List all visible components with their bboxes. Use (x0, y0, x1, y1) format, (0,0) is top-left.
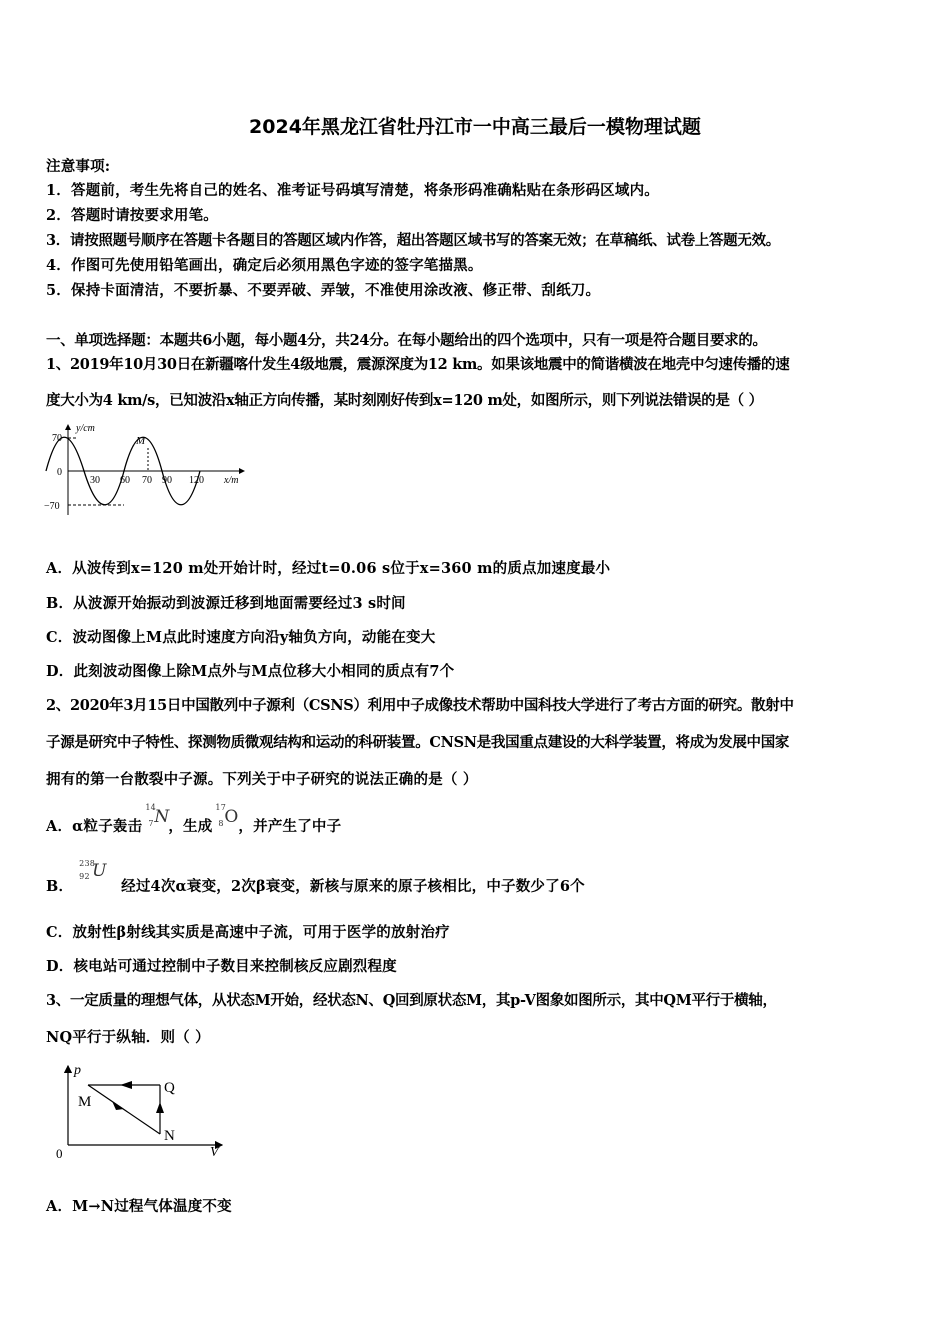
q1-option-b: B．从波源开始振动到波源迁移到地面需要经过3 s时间 (46, 595, 406, 612)
q2-option-a-prefix: A．α粒子轰击 (46, 818, 143, 835)
page-title: 2024年黑龙江省牡丹江市一中高三最后一模物理试题 (249, 116, 701, 138)
n-atomic: 7 (148, 819, 154, 828)
y-tick-neg70: −70 (44, 501, 60, 512)
nuclide-n (142, 803, 170, 831)
section-heading: 一、单项选择题：本题共6小题，每小题4分，共24分。在每小题给出的四个选项中，只有一项是符合题目要求的。 (46, 332, 767, 349)
q2-option-a-mid: ，生成 (168, 818, 213, 835)
u-mass: 238 (79, 859, 96, 868)
notice-item-1: 1．答题前，考生先将自己的姓名、准考证号码填写清楚，将条形码准确粘贴在条形码区域内。 (46, 182, 659, 199)
q3-pv-graph (50, 1060, 230, 1165)
n-symbol: N (154, 807, 170, 827)
state-m-label: M (78, 1094, 92, 1110)
y-label: y/cm (76, 423, 95, 434)
notice-item-2: 2．答题时请按要求用笔。 (46, 207, 218, 224)
x-tick-70: 70 (142, 475, 152, 486)
q1-stem-line2: 度大小为4 km/s，已知波沿x轴正方向传播，某时刻刚好传到x=120 m处，如图所示，则下列说法错误的是（ ） (46, 392, 763, 409)
q1-wave-graph (36, 420, 251, 520)
o-atomic: 8 (218, 819, 224, 828)
q2-stem-line3: 拥有的第一台散裂中子源。下列关于中子研究的说法正确的是（ ） (46, 771, 478, 788)
state-q-label: Q (164, 1080, 175, 1096)
o-symbol: O (224, 807, 239, 827)
x-tick-90: 90 (162, 475, 172, 486)
p-label: p (74, 1063, 81, 1078)
q2-option-b-prefix: B． (46, 878, 74, 895)
n-mass: 14 (145, 803, 156, 812)
pv-origin-label: 0 (56, 1146, 63, 1161)
o-mass: 17 (215, 803, 227, 812)
y-tick-70: 70 (52, 433, 62, 444)
q3-stem-line1: 3、一定质量的理想气体，从状态M开始，经状态N、Q回到原状态M，其p-V图象如图所示，其中QM平行于横轴， (46, 992, 777, 1009)
q2-option-b-suffix: 经过4次α衰变，2次β衰变，新核与原来的原子核相比，中子数少了6个 (121, 878, 585, 895)
q2-stem-line2: 子源是研究中子特性、探测物质微观结构和运动的科研装置。CNSN是我国重点建设的大科学装置，将成为发展中国家 (46, 734, 790, 751)
x-tick-60: 60 (120, 475, 130, 486)
mn-line (88, 1085, 160, 1134)
q2-option-a-suffix: ，并产生了中子 (238, 818, 342, 835)
q2-stem-line1: 2、2020年3月15日中国散列中子源利（CSNS）利用中子成像技术帮助中国科技大学进行了考古方面的研究。散射中 (46, 697, 794, 714)
q3-option-a: A．M→N过程气体温度不变 (46, 1198, 232, 1215)
q1-option-c: C．波动图像上M点此时速度方向沿y轴负方向，动能在变大 (46, 629, 436, 646)
qm-arrow (120, 1081, 132, 1089)
x-tick-30: 30 (90, 475, 100, 486)
nuclide-o (212, 803, 239, 831)
u-atomic: 92 (79, 872, 90, 881)
origin-label: 0 (57, 467, 62, 478)
q3-stem-line2: NQ平行于纵轴．则（ ） (46, 1029, 210, 1046)
x-tick-120: 120 (189, 475, 204, 486)
nq-arrow (156, 1102, 164, 1113)
q1-stem-line1: 1、2019年10月30日在新疆喀什发生4级地震，震源深度为12 km。如果该地震中的简谐横波在地壳中匀速传播的速 (46, 356, 790, 373)
notice-item-5: 5．保持卡面清洁，不要折暴、不要弄破、弄皱，不准使用涂改液、修正带、刮纸刀。 (46, 282, 601, 299)
q2-option-c: C．放射性β射线其实质是高速中子流，可用于医学的放射治疗 (46, 924, 450, 941)
state-n-label: N (164, 1128, 175, 1144)
notice-item-4: 4．作图可先使用铅笔画出，确定后必须用黑色字迹的签字笔描黑。 (46, 257, 483, 274)
mn-arrow (112, 1101, 124, 1110)
notice-heading: 注意事项: (46, 158, 111, 175)
q2-option-a (46, 803, 342, 836)
q2-option-d: D．核电站可通过控制中子数目来控制核反应剧烈程度 (46, 958, 397, 975)
q1-option-a: A．从波传到x=120 m处开始计时，经过t=0.06 s位于x=360 m的质点加速度最小 (46, 560, 611, 577)
x-label: x/m (224, 475, 239, 486)
q1-option-d: D．此刻波动图像上除M点外与M点位移大小相同的质点有7个 (46, 663, 455, 680)
v-label: V (210, 1145, 219, 1160)
nuclide-u (73, 859, 121, 891)
u-symbol: U (92, 861, 107, 881)
notice-item-3: 3．请按照题号顺序在答题卡各题目的答题区域内作答，超出答题区域书写的答案无效；在草稿纸、试卷上答题无效。 (46, 232, 780, 249)
point-m-label: M (136, 435, 146, 447)
q2-option-b (46, 859, 585, 896)
